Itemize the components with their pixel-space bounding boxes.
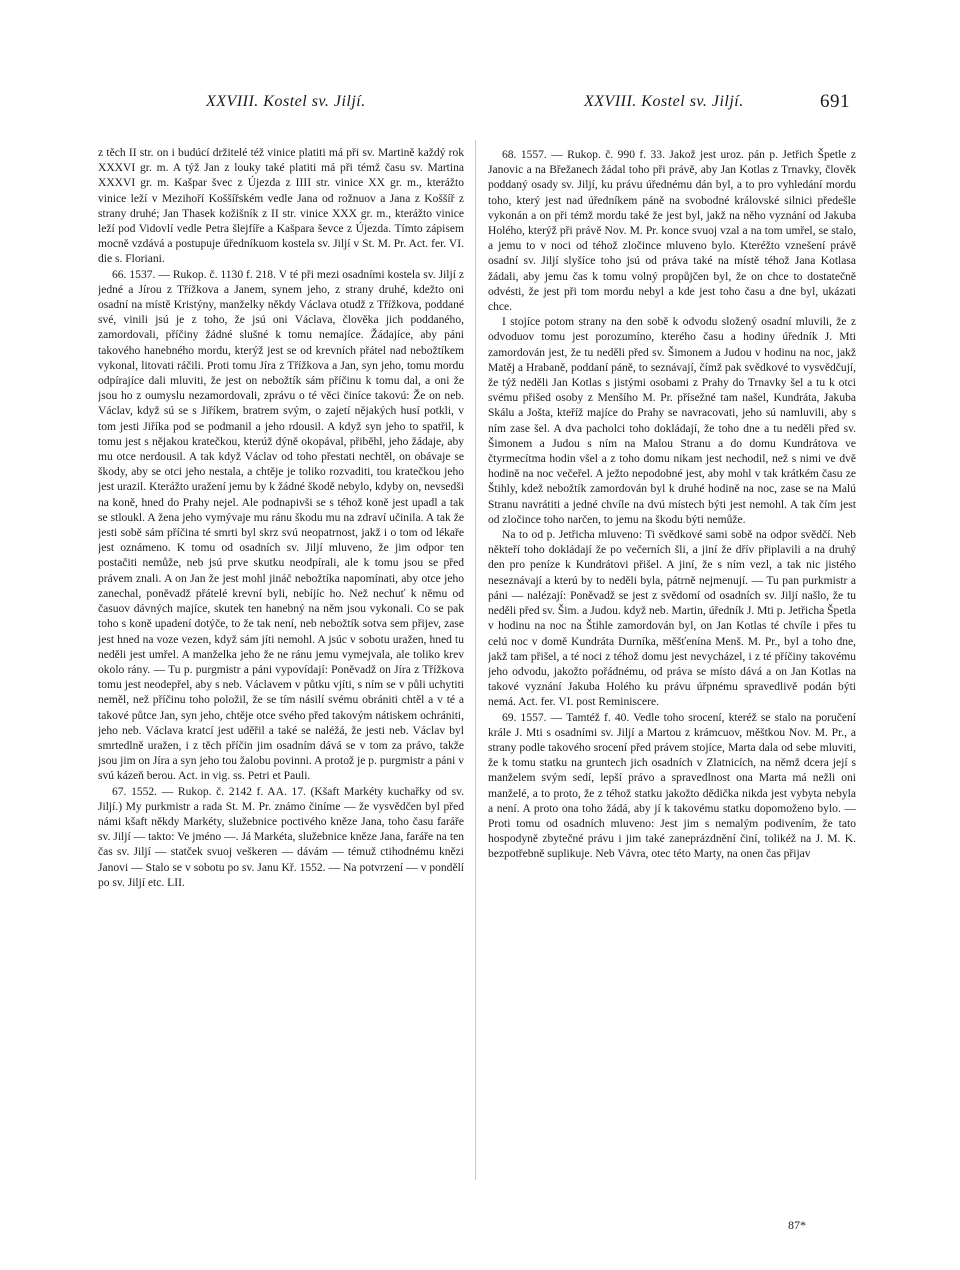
signature-mark: 87* bbox=[788, 1218, 806, 1232]
paragraph: I stojíce potom strany na den sobě k odvodu složený osadní mluvili, že z odvoduov tomu jest porozumíno, kterého času a hodiny úředník J. Mti zamordován jest, že tu neděli před sv. Šimonem a Judou v hodinu na noc, jakž Matěj a Hrabaně, poddaní páně, to seznávají, čímž pak svědkové to vysvědčují, že týž neděli Jan Kotlas s jistými osobami z Prahy do Trnavky šel a tu k otci svému přišed osoby z Menšího M. Pr. přísežné tam našel, Kundráta, Jakuba Skálu a Jošta, kteříž majíce do Prahy se navracovati, jeho sú namluvili, aby s ním zase šel. A dva pacholci toho dokládají, že toho dne a tu neděli před sv. Šimonem a Judou s ním na Malou Stranu a do domu Kundrátova ve čtyrmecítma hodin všel a z toho domu nikam jest nechodil, než s nimi ve dvě hodině na noc večeřel. A ježto nepodobné jest, aby mohl v tak krátkém času ze Štihly, kdež nebožtík zamordován byl k druhé hodině na noc, zase se na Malú Stranu navrátiti a jedné chvíle na dvú místech býti jest nemohl. A tak čím jest od zločince toho narčen, to jemu na škodu býti nemůže. bbox=[488, 316, 856, 526]
column-divider bbox=[475, 140, 476, 1180]
paragraph: 67. 1552. — Rukop. č. 2142 f. AA. 17. (Kšaft Markéty kuchařky od sv. Jiljí.) My purkmistr a rada St. M. Pr. známo činíme — že vysvědčen byl před námi kšaft někdy Markéty, služebnice poctivého kněze Jana, toho času faráře sv. Jiljí — takto: Ve jméno —. Já Markéta, služebnice kněze Jana, faráře na ten čas sv. Jiljí — statček svuoj veškeren — dávám — témuž ctihodnému knězi Janovi — Stalo se v sobotu po sv. Janu Kř. 1552. — Na potvrzení — v pondělí po sv. Jiljí etc. LII. bbox=[98, 785, 464, 889]
paragraph: 66. 1537. — Rukop. č. 1130 f. 218. V té při mezi osadními kostela sv. Jiljí z jedné a Jírou z Třížkova a Janem, synem jeho, z strany druhé, kdežto oni osadní na místě Kristýny, manželky někdy Václava otudž z Třížkova, poddané své, vinili jsú je z toho, že jsú oni Václava, člověka jich poddaného, zamordovali, příčiny žádné slušné k tomu nemajíce. Žádajíce, aby páni takového hanebného mordu, kterýž jest se od krevních přátel nad nebožtíkem vykonal, litovati ráčili. Proti tomu Jíra z Třížkova a Jan, syn jeho, tomu mordu odpírajíce dali mluviti, že jest on nebožtík sám příčinu k tomu dal, a oni že jsou ho z oumyslu nezamordovali, zprávu o té věci činíce takovú: Že on neb. Václav, když sú se s Jiříkem, bratrem svým, o zajetí nějakých husí potkli, v tom jesti Jiříka pod se podmanil a jeho rdousil. A když syn jeho to spatřil, k tomu jest s nějakou kratečkou, kterúž dýně okopával, přiběhl, jeho žádaje, aby mu otce nerdousil. A tak když Václav od toho přestati nechtěl, on obávaje se škody, aby se otci jeho nestala, a chtěje je toliko rozvaditi, tou kratečkou jeho jest urazil. Kterážto uražení jemu by k žádné škodě nebylo, kdyby on, nevsedši na koně, hned do Prahy nejel. Ale podnapivši se s téhož koně jest upadl a tak se stloukl. A žena jeho vymývaje mu ránu škodu mu na zdraví učinila. A tak že jesti sobě sám příčina té smrti byl skrz svú neopatrnost, jakž i o tom od lékaře jest oznámeno. K tomu od osadních sv. Jiljí mluveno, že jim odpor ten postačiti nemůže, neb jsú prve skutku neodpírali, ale k tomu jsou se před právem znali. A on Jan že jest mohl jináč nebožtíka napomínati, aby otce jeho zanechal, poněvadž přátelé krevní byli, nebíjíc ho. Než nechuť k němu od časuov dávných majíce, skutek ten hanebný na něm jsou vykonali. Co se pak toho s koně upadení dotýče, to že tak není, neb nebožtík sotva sem přijev, zase jest hned na voze vezen, když sám jíti nemohl. A jsúc v sobotu uražen, hned tu neděli jest umřel. A manželka jeho že ne ránu jemu vymejvala, ale toliko krev okolo rány. — Tu p. purgmistr a páni vypovídají: Poněvadž on Jíra z Třížkova tomu jest neodepřel, aby s neb. Václavem v půtku vjíti, s ním se v půli uchytiti neměl, než příčinu toho položil, že se tím násilí svému obrániti chtěl a v té a takové půtce Jan, syn jeho, chtěje otce svého před takovým nátiskem ochrániti, jeho neb. Václava kratcí jest uděřil a také se naléžá, že jesti neb. Václav byl smrtedlně uražen, i z těch příčin jim osadním dává se v tom za právo, takže jsou jim on Jíra a syn jeho tou žalobu povinni. A protož je p. purgmistr a páni v svú kázeň berou. Act. in vig. ss. Petri et Pauli. bbox=[98, 268, 464, 783]
header-right-title: XXVIII. Kostel sv. Jiljí. bbox=[584, 93, 744, 110]
paragraph: 69. 1557. — Tamtéž f. 40. Vedle toho srocení, kteréž se stalo na poručení krále J. Mti s osadními sv. Jiljí a Martou z krámcuov, měštkou Nov. M. Pr., a strany podle takového srocení před právem stojíce, Marta dala od sebe mluviti, že k tomu statku na gruntech jich osadních v Zlatnicích, na němž dcera její s manželem svým sedí, lepší právo a spravedlnost ona Marta má nežli oni manželé, a to proto, že z téhož statku jakožto dědička nikda jest vybyta nebyla a není. A proto ona toho žádá, aby jí k takovému statku dopomoženo bylo. — Proti tomu od osadních mluveno: Jest jim s nemalým podivením, že tato hospodyně zbytečné právu i jim také zaneprázdnění činí, tolikéž na J. M. K. bezpotřebně suplikuje. Neb Vávra, otec této Marty, na onen čas přijav bbox=[488, 711, 856, 861]
right-column bbox=[488, 148, 856, 1228]
paragraph: 68. 1557. — Rukop. č. 990 f. 33. Jakož jest uroz. pán p. Jetřich Špetle z Janovic a na Břežanech žádal toho při právě, aby Jan Kotlas z Trnavky, člověk poddaný osady sv. Jiljí, ku právu úřednému dán byl, a to pro vyhledání mordu toho, který jest nad úředníkem páně na svobodné královské silnici předešle vykonán a on při témž mordu také že jest byl, jakž na něho vyznání od Jakuba Holého, kterýž při právě Nov. M. Pr. konce svuoj vzal a na tom umřel, se stalo, a jemu to v noci od téhož zločince mluveno bylo. Kteréžto vznešení právě osadní sv. Jiljí slyšíce toho jsú od práva také na místě téhož Jana Kotlasa žádali, aby jemu čas k tomu volný propůjčen byl, že on chce to dostatečně odvésti, že jest při tom mordu nebyl a kde jest toho času a dne byl, ukázati chce. bbox=[488, 149, 856, 314]
page-number: 691 bbox=[820, 91, 850, 112]
left-column bbox=[98, 146, 464, 1226]
paragraph: Na to od p. Jetřicha mluveno: Ti svědkové sami sobě na odpor svědčí. Neb někteří toho dokládají že po večerních šli, a jiní že dřív připlavili a na druhý den pro peníze k Kundrátovi přišel. A jiní, že s ním vezl, a tak nic jistého neseznávají a kterú by to neděli byla, pátrně nejmenují. — Tu pan purkmistr a páni — nalézají: Poněvadž se jest z svědomí od osadních sv. Jiljí našlo, že tu neděli před sv. Šim. a Judou. když neb. Martin, úředník J. Mti p. Jetřicha Špetla v hodinu na noc na Štihle zamordován byl, on Jan Kotlas té chvíle i přes tu celú noc v domě Kundráta Durníka, měšťenína Menš. M. Pr., byl a toho dne, jakž tam přišel, a té noci z téhož domu jest nevycházel, i z té příčiny takovému jeho odvodu, jakožto pořádnému, od práva se místo dává a on Jan Kotlas na takové vyznání Jakuba Holého ku právu úřpnému spravedlivě podán býti nemá. Act. fer. VI. post Reminiscere. bbox=[488, 529, 856, 709]
running-header bbox=[0, 93, 960, 123]
paragraph: z těch II str. on i budúcí držitelé též vinice platiti má při sv. Martině každý rok XXXVI gr. m. A týž Jan z louky také platiti má při témž času sv. Martina XXXVI gr. m. Kašpar švec z Újezda z IIII str. vinice XX gr. m., kterážto vinice leží v Mezihoří Koššířském vedle Jana od rožnuov a Jana z Koššíř z strany druhé; Jan Thasek kožišník z II str. vinice XXX gr. m., kterážto vinice leží pod Vidovlí vedle Petra šlejfíře a Kašpara ševce z Újezda. Tímto zápisem mocně vzdává a postupuje úředníkuom kostela sv. Jiljí v St. M. Pr. Act. fer. VI. die s. Floriani. bbox=[98, 147, 464, 266]
header-left-title: XXVIII. Kostel sv. Jiljí. bbox=[206, 93, 366, 110]
